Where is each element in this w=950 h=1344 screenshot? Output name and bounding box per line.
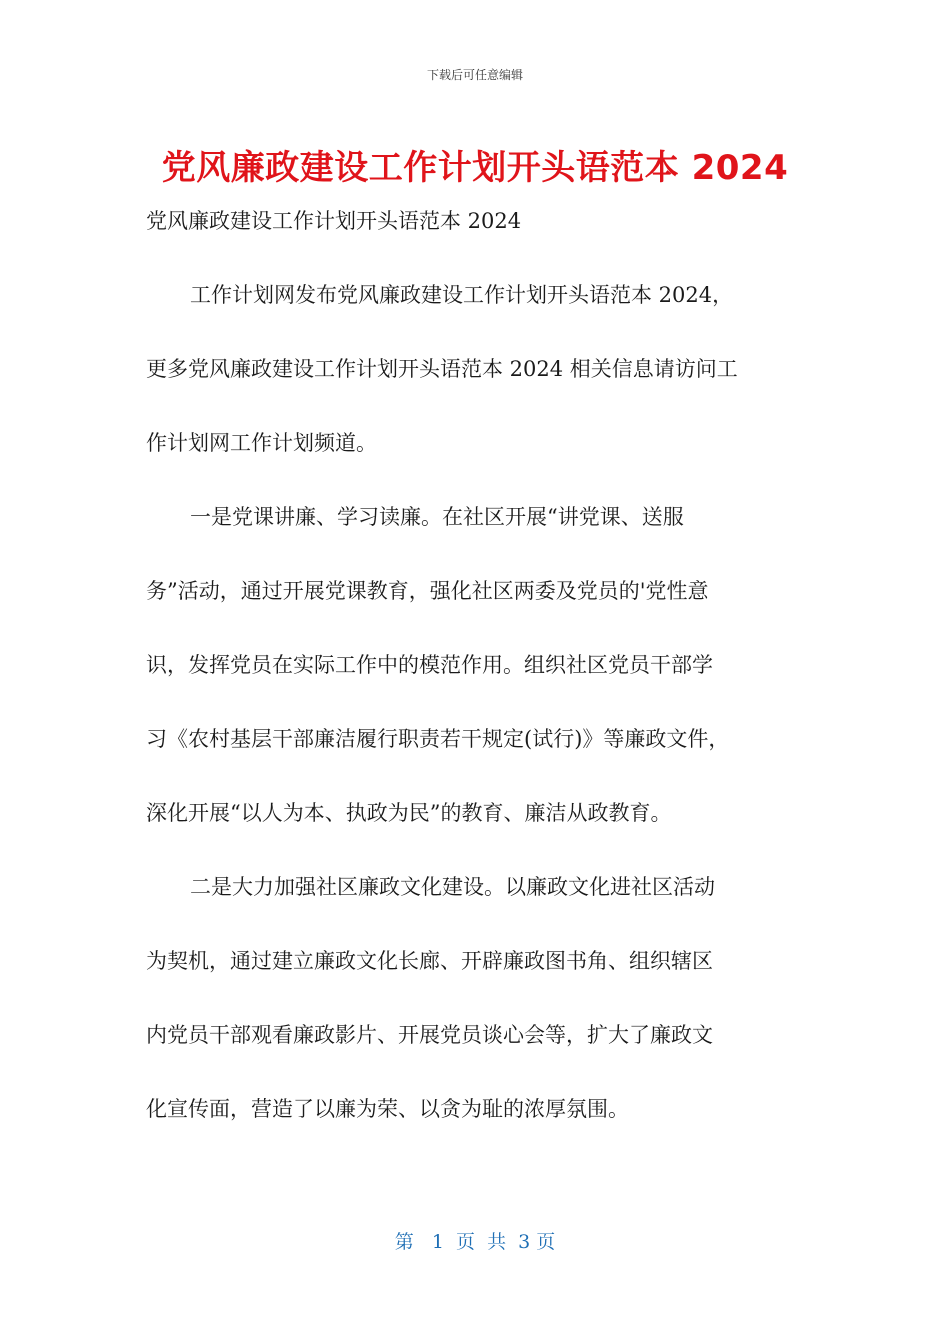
document-title: 党风廉政建设工作计划开头语范本 2024 — [161, 148, 789, 188]
paragraph-line: 为契机，通过建立廉政文化长廊、开辟廉政图书角、组织辖区 — [146, 949, 713, 973]
paragraph-line: 内党员干部观看廉政影片、开展党员谈心会等，扩大了廉政文 — [146, 1023, 713, 1047]
paragraph-3 — [146, 850, 806, 1146]
paragraph-line: 识，发挥党员在实际工作中的模范作用。组织社区党员干部学 — [146, 653, 713, 677]
document-subtitle: 党风廉政建设工作计划开头语范本 2024 — [146, 209, 522, 233]
paragraph-line: 习《农村基层干部廉洁履行职责若干规定(试行)》等廉政文件， — [146, 727, 730, 751]
paragraph-line: 二是大力加强社区廉政文化建设。以廉政文化进社区活动 — [190, 875, 715, 899]
page-number-footer: 第 1 页 共 3 页 — [394, 1231, 556, 1253]
paragraph-line: 化宣传面，营造了以廉为荣、以贪为耻的浓厚氛围。 — [146, 1097, 629, 1121]
page-header-note: 下载后可任意编辑 — [426, 68, 523, 82]
paragraph-line: 务”活动，通过开展党课教育，强化社区两委及党员的'党性意 — [146, 579, 709, 603]
paragraph-1 — [146, 258, 806, 480]
paragraph-2 — [146, 480, 806, 850]
paragraph-line: 一是党课讲廉、学习读廉。在社区开展“讲党课、送服 — [190, 505, 684, 529]
paragraph-line: 更多党风廉政建设工作计划开头语范本 2024 相关信息请访问工 — [146, 357, 738, 381]
paragraph-line: 作计划网工作计划频道。 — [146, 431, 377, 455]
paragraph-line: 工作计划网发布党风廉政建设工作计划开头语范本 2024， — [190, 283, 734, 307]
paragraph-line: 深化开展“以人为本、执政为民”的教育、廉洁从政教育。 — [146, 801, 672, 825]
